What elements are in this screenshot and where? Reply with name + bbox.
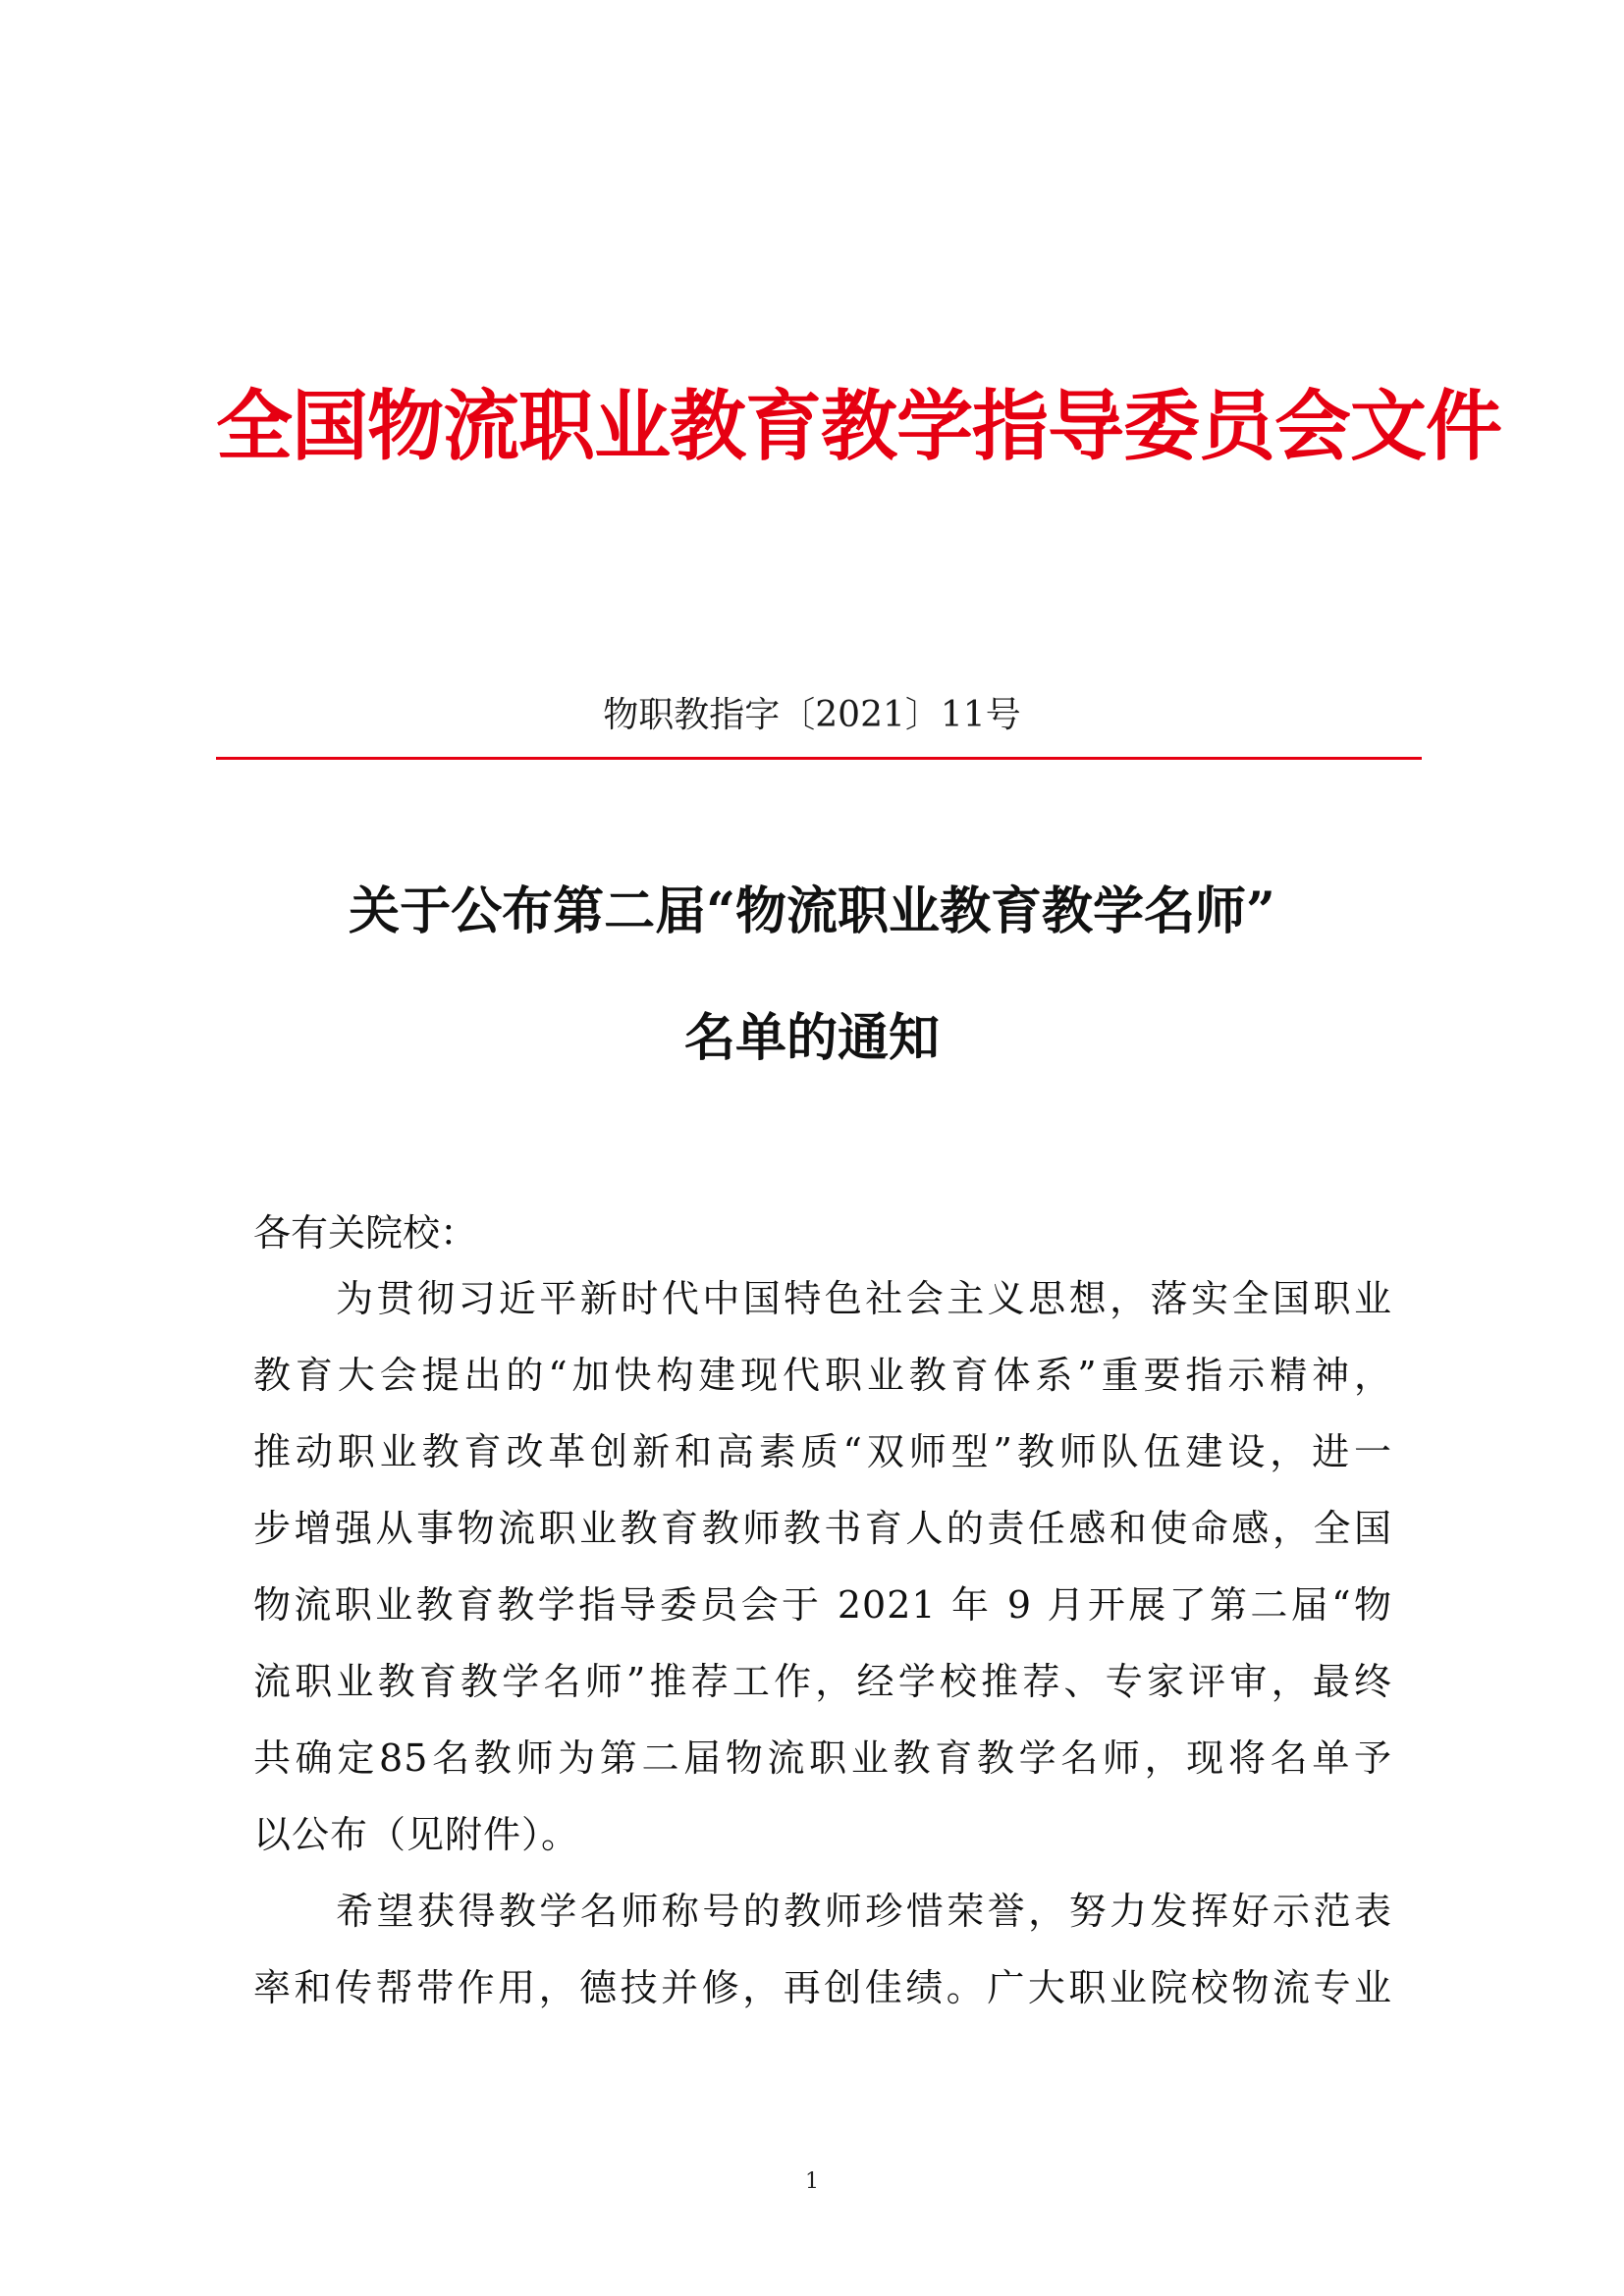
body-paragraph-1 <box>253 1260 1392 1873</box>
paragraph-line: 以公布（见附件）。 <box>253 1813 580 1856</box>
paragraph-line: 共确定85名教师为第二届物流职业教育教学名师，现将名单予 <box>253 1736 1392 1780</box>
paragraph-line: 希望获得教学名师称号的教师珍惜荣誉，努力发挥好示范表 <box>336 1890 1392 1933</box>
paragraph-line: 教育大会提出的“加快构建现代职业教育体系”重要指示精神， <box>253 1354 1392 1397</box>
header-divider <box>216 757 1422 760</box>
org-header-title: 全国物流职业教育教学指导委员会文件 <box>216 382 1502 471</box>
paragraph-line: 流职业教育教学名师”推荐工作，经学校推荐、专家评审，最终 <box>253 1660 1392 1703</box>
paragraph-line: 为贯彻习近平新时代中国特色社会主义思想，落实全国职业 <box>336 1277 1392 1320</box>
paragraph-line: 步增强从事物流职业教育教师教书育人的责任感和使命感，全国 <box>253 1507 1392 1550</box>
paragraph-line: 率和传帮带作用，德技并修，再创佳绩。广大职业院校物流专业 <box>253 1966 1392 2009</box>
notice-title-line-2: 名单的通知 <box>683 1008 940 1068</box>
paragraph-line: 物流职业教育教学指导委员会于 2021 年 9 月开展了第二届“物 <box>253 1583 1392 1627</box>
body-paragraph-2 <box>253 1873 1392 2026</box>
document-number: 物职教指字〔2021〕11号 <box>603 695 1021 735</box>
salutation: 各有关院校： <box>253 1211 478 1255</box>
paragraph-line: 推动职业教育改革创新和高素质“双师型”教师队伍建设，进一 <box>253 1430 1392 1473</box>
page-number: 1 <box>805 2169 819 2194</box>
notice-title-line-1: 关于公布第二届“物流职业教育教学名师” <box>349 881 1275 941</box>
